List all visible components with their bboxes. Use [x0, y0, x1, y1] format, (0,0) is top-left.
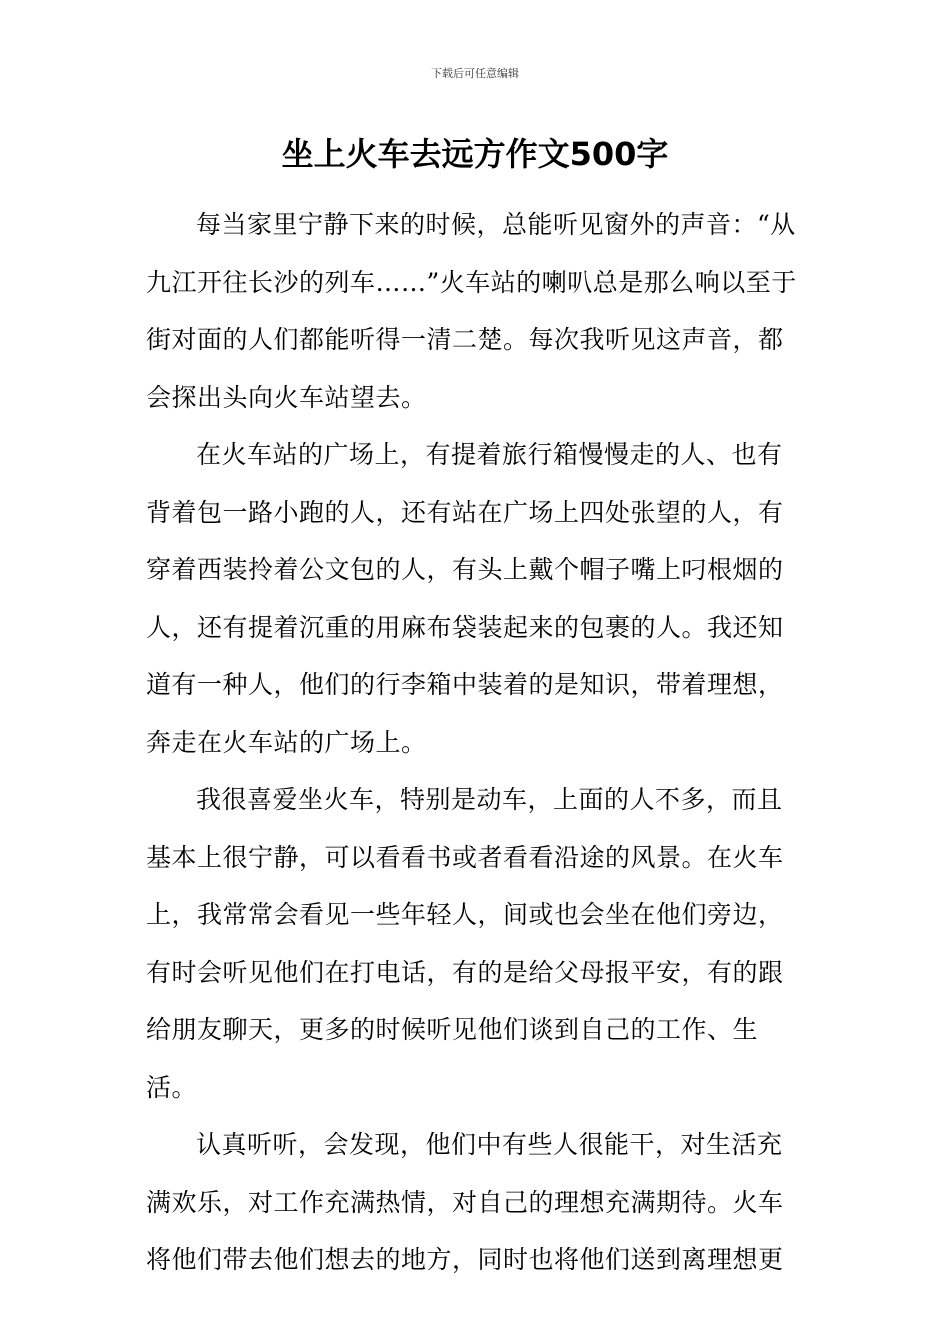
paragraph: 认真听听，会发现，他们中有些人很能干，对生活充满欢乐，对工作充满热情，对自己的理想充满期待。火车将他们带去他们想去的地方，同时也将他们送到离理想更 [146, 1130, 784, 1274]
paragraph: 我很喜爱坐火车，特别是动车，上面的人不多，而且基本上很宁静，可以看看书或者看看沿途的风景。在火车上，我常常会看见一些年轻人，间或也会坐在他们旁边，有时会听见他们在打电话，有的是给父母报平安，有的跟给朋友聊天，更多的时候听见他们谈到自己的工作、生活。 [146, 785, 784, 1102]
document-body [146, 196, 806, 1289]
document-title: 坐上火车去远方作文500字 [281, 135, 669, 173]
paragraph: 在火车站的广场上，有提着旅行箱慢慢走的人、也有背着包一路小跑的人，还有站在广场上四处张望的人，有穿着西装拎着公文包的人，有头上戴个帽子嘴上叼根烟的人，还有提着沉重的用麻布袋装起来的包裹的人。我还知道有一种人，他们的行李箱中装着的是知识，带着理想，奔走在火车站的广场上。 [146, 440, 784, 757]
paragraph: 每当家里宁静下来的时候，总能听见窗外的声音：“从九江开往长沙的列车……”火车站的喇叭总是那么响以至于街对面的人们都能听得一清二楚。每次我听见这声音，都会探出头向火车站望去。 [146, 210, 797, 412]
header-note: 下载后可任意编辑 [431, 67, 519, 80]
